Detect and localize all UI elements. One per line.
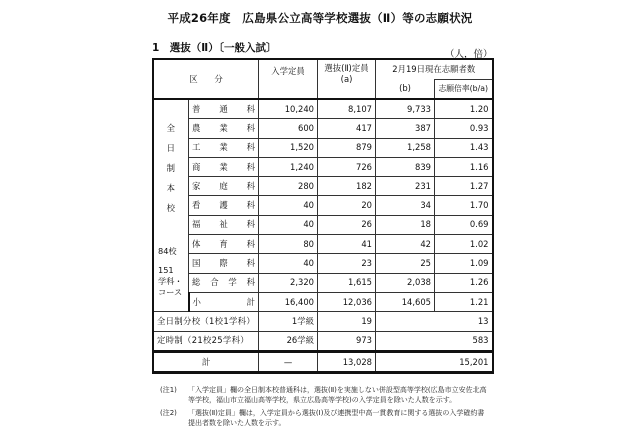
table-row: [153, 177, 493, 196]
subject-name: [189, 138, 259, 157]
subject-name-chars: [192, 274, 255, 291]
selection-value: 726: [318, 157, 376, 176]
name-char: 合: [210, 277, 219, 288]
header-selection: [318, 59, 376, 99]
name-char: 科: [246, 142, 256, 153]
total-row-selection: 13,028: [318, 351, 376, 372]
selection-value: 182: [318, 177, 376, 196]
name-char: 科: [246, 258, 256, 269]
note-1: [160, 385, 490, 405]
subtotal-applicants: 14,605: [376, 292, 435, 311]
total-row-applicants: 15,201: [376, 351, 493, 372]
ratio-value: 1.09: [435, 254, 493, 273]
total-row-capacity: —: [259, 351, 318, 372]
ratio-value: 1.02: [435, 235, 493, 254]
selection-value: 8,107: [318, 99, 376, 119]
name-char: 農: [192, 122, 201, 133]
subject-name-chars: [192, 236, 255, 253]
name-char: 科: [246, 238, 256, 249]
name-char: 計: [246, 296, 256, 307]
subject-name: [189, 196, 259, 215]
table-row: [153, 119, 493, 138]
name-char: 工: [192, 142, 201, 153]
ratio-value: 1.43: [435, 138, 493, 157]
subtotal-selection: 12,036: [318, 292, 376, 311]
name-char: 祉: [219, 219, 228, 230]
name-char: 科: [246, 200, 256, 211]
table-row: [153, 254, 493, 273]
subject-name-chars: [192, 120, 255, 137]
name-char: 福: [192, 219, 201, 230]
header-category: 区 分: [153, 59, 259, 99]
ratio-value: 0.69: [435, 215, 493, 234]
branch-row-applicants: 13: [376, 312, 493, 331]
subtotal-label-chars: [193, 294, 256, 311]
selection-value: 879: [318, 138, 376, 157]
applicants-value: 387: [376, 119, 435, 138]
name-char: 看: [192, 200, 201, 211]
applications-table: [152, 58, 494, 374]
selection-value: 23: [318, 254, 376, 273]
group-char: 全: [166, 122, 175, 133]
name-char: 科: [246, 219, 256, 230]
name-char: 科: [246, 103, 256, 114]
name-char: 体: [192, 238, 201, 249]
name-char: 業: [219, 142, 228, 153]
capacity-value: 280: [259, 177, 318, 196]
table-row: [153, 273, 493, 292]
applicants-value: 9,733: [376, 99, 435, 119]
header-row-1: [153, 59, 493, 79]
ratio-value: 1.26: [435, 273, 493, 292]
subject-name: [189, 215, 259, 234]
name-char: 庭: [219, 180, 228, 191]
total-row: [153, 351, 493, 372]
name-char: 家: [192, 180, 201, 191]
applicants-value: 34: [376, 196, 435, 215]
header-ratio: 志願倍率(b/a): [435, 79, 493, 99]
capacity-value: 80: [259, 235, 318, 254]
notes: [160, 385, 490, 431]
group-courses-line3: コース: [158, 286, 183, 297]
parttime-row: [153, 331, 493, 351]
parttime-row-label: 定時制（21校25学科）: [153, 331, 259, 351]
page-title: 平成26年度 広島県公立高等学校選抜（Ⅱ）等の志願状況: [167, 11, 473, 25]
capacity-value: 40: [259, 196, 318, 215]
branch-row-selection: 19: [318, 312, 376, 331]
table-row: [153, 157, 493, 176]
ratio-value: 1.27: [435, 177, 493, 196]
subject-name-chars: [192, 101, 255, 118]
group-char: 校: [166, 202, 175, 213]
subject-name: [189, 157, 259, 176]
applicants-value: 2,038: [376, 273, 435, 292]
section-heading: 1 選抜（Ⅱ）〔一般入試〕: [152, 42, 277, 54]
name-char: 小: [192, 296, 201, 307]
parttime-row-selection: 973: [318, 331, 376, 351]
note-2-label: (注2): [160, 409, 177, 417]
branch-row-capacity: 1学級: [259, 312, 318, 331]
subject-name: [189, 177, 259, 196]
name-char: 際: [219, 258, 228, 269]
capacity-value: 2,320: [259, 273, 318, 292]
subtotal-ratio: 1.21: [435, 292, 493, 311]
header-applicants-group: 2月19日現在志願者数: [376, 59, 493, 79]
note-1-text: 「入学定員」欄の全日制本校普通科は，選抜(Ⅱ)を実施しない併設型高等学校(広島市立安佐北高等学校，福山市立福山高等学校，県立広島高等学校)の入学定員を除いた人数を示す。: [188, 386, 487, 404]
subject-name: [189, 235, 259, 254]
name-char: 科: [246, 180, 256, 191]
selection-value: 1,615: [318, 273, 376, 292]
table-row: [153, 138, 493, 157]
note-1-label: (注1): [160, 386, 177, 394]
branch-row: [153, 312, 493, 331]
group-label-fulltime: [153, 99, 189, 312]
name-char: 学: [228, 277, 237, 288]
subject-name-chars: [192, 178, 255, 195]
applicants-value: 1,258: [376, 138, 435, 157]
branch-row-label: 全日制分校（1校1学科）: [153, 312, 259, 331]
subject-name-chars: [192, 139, 255, 156]
header-capacity: 入学定員: [259, 59, 318, 99]
subtotal-row: [153, 292, 493, 311]
ratio-value: 1.70: [435, 196, 493, 215]
capacity-value: 1,520: [259, 138, 318, 157]
group-summary: [154, 246, 188, 298]
header-selection-line1: 選抜(Ⅱ)定員: [324, 63, 369, 73]
subject-name: [189, 254, 259, 273]
subject-name-chars: [192, 197, 255, 214]
subject-name-chars: [192, 159, 255, 176]
group-chars: [154, 118, 188, 218]
name-char: 育: [219, 238, 228, 249]
subject-name: [189, 119, 259, 138]
selection-value: 41: [318, 235, 376, 254]
capacity-value: 1,240: [259, 157, 318, 176]
capacity-value: 600: [259, 119, 318, 138]
capacity-value: 40: [259, 254, 318, 273]
parttime-row-applicants: 583: [376, 331, 493, 351]
name-char: 護: [219, 200, 228, 211]
ratio-value: 1.16: [435, 157, 493, 176]
total-row-label: 計: [153, 351, 259, 372]
name-char: 商: [192, 161, 201, 172]
unit-label: （人，倍）: [445, 49, 493, 60]
group-courses-line1: 151: [158, 264, 174, 275]
group-char: 本: [166, 182, 175, 193]
subtotal-capacity: 16,400: [259, 292, 318, 311]
name-char: 業: [219, 161, 228, 172]
group-courses-line2: 学科・: [158, 275, 183, 286]
name-char: 総: [192, 277, 201, 288]
table-row: [153, 196, 493, 215]
applicants-value: 231: [376, 177, 435, 196]
subtotal-label: [189, 292, 259, 311]
capacity-value: 40: [259, 215, 318, 234]
group-char: 日: [166, 142, 175, 153]
group-char: 制: [166, 162, 175, 173]
name-char: 科: [246, 122, 256, 133]
name-char: 科: [246, 277, 255, 288]
table-row: [153, 235, 493, 254]
name-char: 科: [246, 161, 256, 172]
subject-name-chars: [192, 255, 255, 272]
selection-value: 417: [318, 119, 376, 138]
applicants-value: 25: [376, 254, 435, 273]
applicants-value: 839: [376, 157, 435, 176]
subject-name-chars: [192, 216, 255, 233]
note-2: [160, 408, 490, 428]
capacity-value: 10,240: [259, 99, 318, 119]
name-char: 業: [219, 122, 228, 133]
ratio-value: 0.93: [435, 119, 493, 138]
table-row: [153, 99, 493, 119]
note-2-text: 「選抜(Ⅱ)定員」欄は，入学定員から選抜(Ⅰ)及び連携型中高一貫教育に関する選抜の入学確約書提出者数を除いた人数を示す。: [188, 409, 485, 427]
ratio-value: 1.20: [435, 99, 493, 119]
subject-name: [189, 273, 259, 292]
name-char: 国: [192, 258, 201, 269]
group-schools: 84校: [158, 245, 177, 256]
selection-value: 26: [318, 215, 376, 234]
applicants-value: 18: [376, 215, 435, 234]
selection-value: 20: [318, 196, 376, 215]
subject-name: [189, 99, 259, 119]
table-row: [153, 215, 493, 234]
applicants-value: 42: [376, 235, 435, 254]
header-applicants: (b): [376, 79, 435, 99]
name-char: 通: [219, 103, 228, 114]
name-char: 普: [192, 103, 201, 114]
header-selection-line2: (a): [340, 74, 353, 84]
parttime-row-capacity: 26学級: [259, 331, 318, 351]
